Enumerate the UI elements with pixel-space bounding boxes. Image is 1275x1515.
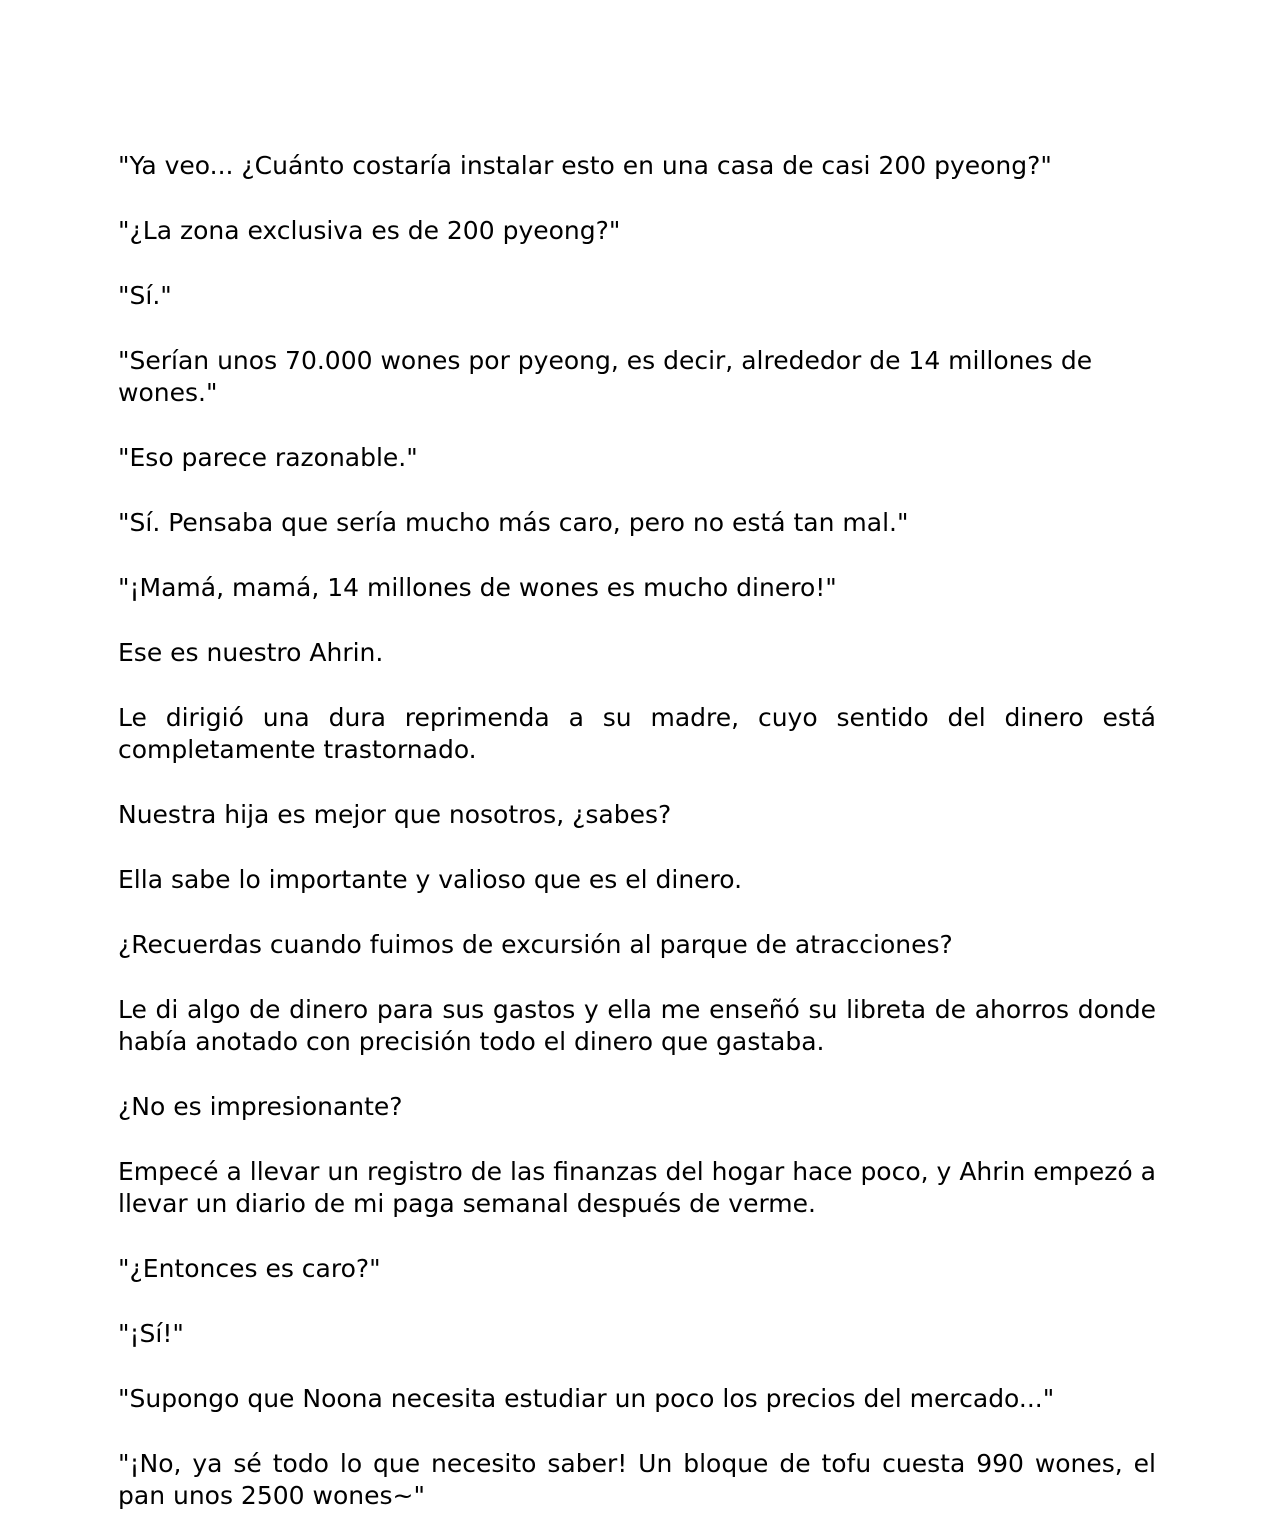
paragraph-12: ¿Recuerdas cuando fuimos de excursión al parque de atracciones? [118, 930, 953, 959]
paragraph-6: "Sí. Pensaba que sería mucho más caro, pero no está tan mal." [118, 508, 909, 537]
document-page [118, 150, 1156, 1512]
paragraph-15: Empecé a llevar un registro de las finanzas del hogar hace poco, y Ahrin empezó a llevar un diario de mi paga semanal después de verme. [118, 1157, 1156, 1218]
paragraph-16: "¿Entonces es caro?" [118, 1254, 381, 1283]
paragraph-7: "¡Mamá, mamá, 14 millones de wones es mucho dinero!" [118, 573, 837, 602]
paragraph-18: "Supongo que Noona necesita estudiar un poco los precios del mercado..." [118, 1384, 1055, 1413]
paragraph-3: "Sí." [118, 281, 172, 310]
paragraph-4: "Serían unos 70.000 wones por pyeong, es decir, alrededor de 14 millones de wones." [118, 346, 1093, 407]
paragraph-1: "Ya veo... ¿Cuánto costaría instalar esto en una casa de casi 200 pyeong?" [118, 151, 1052, 180]
paragraph-8: Ese es nuestro Ahrin. [118, 638, 384, 667]
paragraph-13: Le di algo de dinero para sus gastos y ella me enseñó su libreta de ahorros donde había anotado con precisión todo el dinero que gastaba. [118, 995, 1156, 1056]
paragraph-19: "¡No, ya sé todo lo que necesito saber! Un bloque de tofu cuesta 990 wones, el pan unos 2500 wones~" [118, 1449, 1156, 1510]
paragraph-14: ¿No es impresionante? [118, 1092, 403, 1121]
paragraph-17: "¡Sí!" [118, 1319, 184, 1348]
paragraph-11: Ella sabe lo importante y valioso que es el dinero. [118, 865, 743, 894]
paragraph-5: "Eso parece razonable." [118, 443, 418, 472]
paragraph-10: Nuestra hija es mejor que nosotros, ¿sabes? [118, 800, 672, 829]
paragraph-9: Le dirigió una dura reprimenda a su madre, cuyo sentido del dinero está completamente trastornado. [118, 703, 1156, 764]
paragraph-2: "¿La zona exclusiva es de 200 pyeong?" [118, 216, 621, 245]
